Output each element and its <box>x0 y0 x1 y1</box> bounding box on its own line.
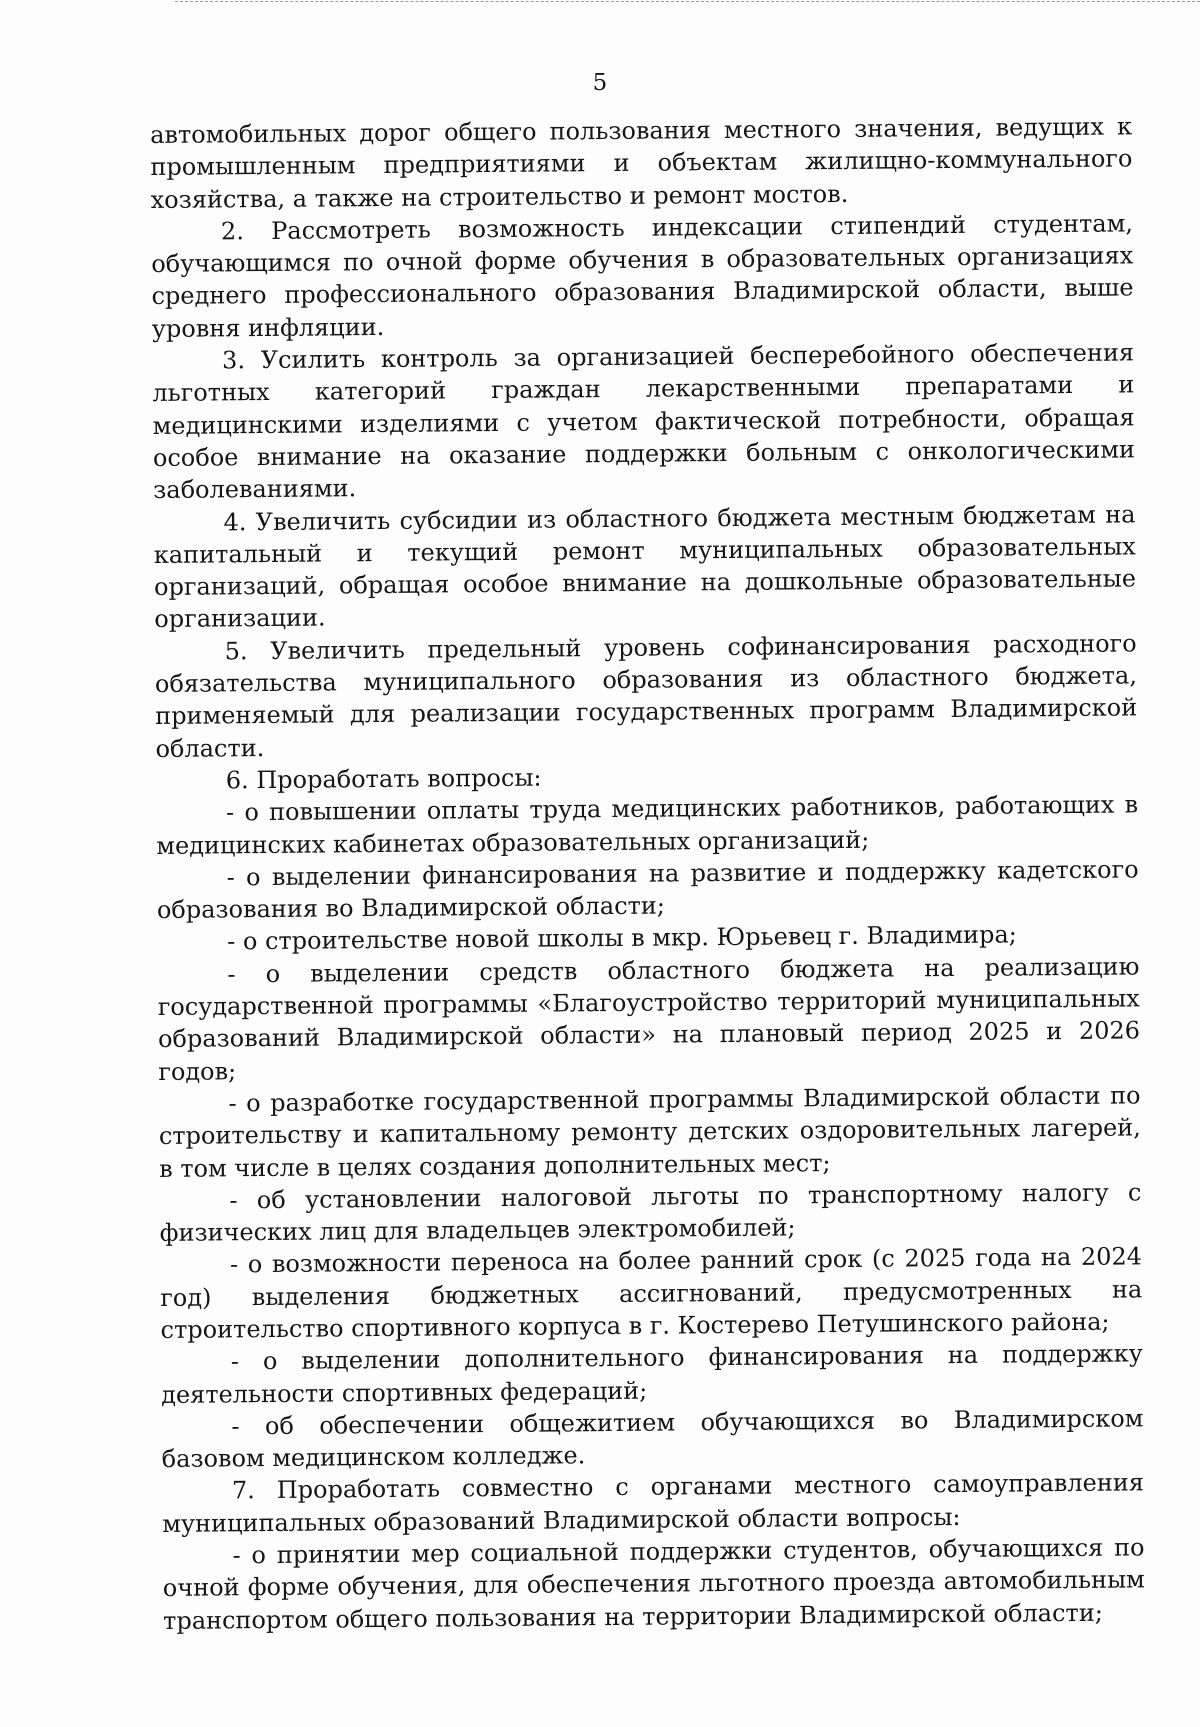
list-item: - о возможности переноса на более ранний срок (с 2025 года на 2024 год) выделения бюджетных ассигнований, предусмотренных на строительство спортивного корпуса в г. Костерево Петушинского района; <box>160 1242 1143 1344</box>
paragraph-item-6: 6. Проработать вопросы: <box>225 763 542 795</box>
paragraph-item-2: 2. Рассмотреть возможность индексации стипендий студентам, обучающимся по очной форме обучения в образовательных организациях среднего профессионального образования Владимирской области, выше уровня инфляции. <box>151 209 1134 343</box>
paragraph-item-3: 3. Усилить контроль за организацией бесперебойного обеспечения льготных категорий граждан лекарственными препаратами и медицинскими изделиями с учетом фактической потребности, обращая особое внимание на оказание поддержки больным с онкологическими заболеваниями. <box>152 338 1136 505</box>
paragraph-item-4: 4. Увеличить субсидии из областного бюджета местным бюджетам на капитальный и текущий ремонт муниципальных образовательных организаций, обращая особое внимание на дошкольные образовательные организации. <box>153 499 1137 634</box>
list-item: - о повышении оплаты труда медицинских работников, работающих в медицинских кабинетах образовательных организаций; <box>156 790 1139 860</box>
list-item: - о принятии мер социальной поддержки студентов, обучающихся по очной форме обучения, для обеспечения льготного проезда автомобильным транспортом общего пользования на территории Владимирской области; <box>162 1533 1145 1635</box>
list-item: - о выделении дополнительного финансирования на поддержку деятельности спортивных федераций; <box>161 1339 1143 1409</box>
list-item: - о выделении средств областного бюджета на реализацию государственной программы «Благоустройство территорий муниципальных образований Владимирской области» на плановый период 2025 и 2026 годов; <box>157 952 1141 1086</box>
list-item: - о строительстве новой школы в мкр. Юрьевец г. Владимира; <box>227 920 1017 956</box>
page-number: 5 <box>592 70 608 96</box>
paragraph-item-5: 5. Увеличить предельный уровень софинансирования расходного обязательства муниципального образования из областного бюджета, применяемый для реализации государственных программ Владимирской области. <box>154 629 1138 763</box>
document-body <box>150 110 1145 1636</box>
top-edge-rule <box>175 1 1200 2</box>
list-item: - об установлении налоговой льготы по транспортному налогу с физических лиц для владельцев электромобилей; <box>159 1178 1142 1248</box>
list-item: - о выделении финансирования на развитие и поддержку кадетского образования во Владимирской области; <box>156 855 1139 925</box>
paragraph-continuation: автомобильных дорог общего пользования местного значения, ведущих к промышленным предприятиями и объектам жилищно-коммунального хозяйства, а также на строительство и ремонт мостов. <box>150 112 1133 214</box>
list-item: - о разработке государственной программы Владимирской области по строительству и капитальному ремонту детских оздоровительных лагерей, в том числе в целях создания дополнительных мест; <box>158 1081 1141 1183</box>
list-item: - об обеспечении общежитием обучающихся во Владимирском базовом медицинском колледже. <box>161 1404 1144 1474</box>
paragraph-item-7: 7. Проработать совместно с органами местного самоуправления муниципальных образований Владимирской области вопросы: <box>162 1468 1145 1538</box>
